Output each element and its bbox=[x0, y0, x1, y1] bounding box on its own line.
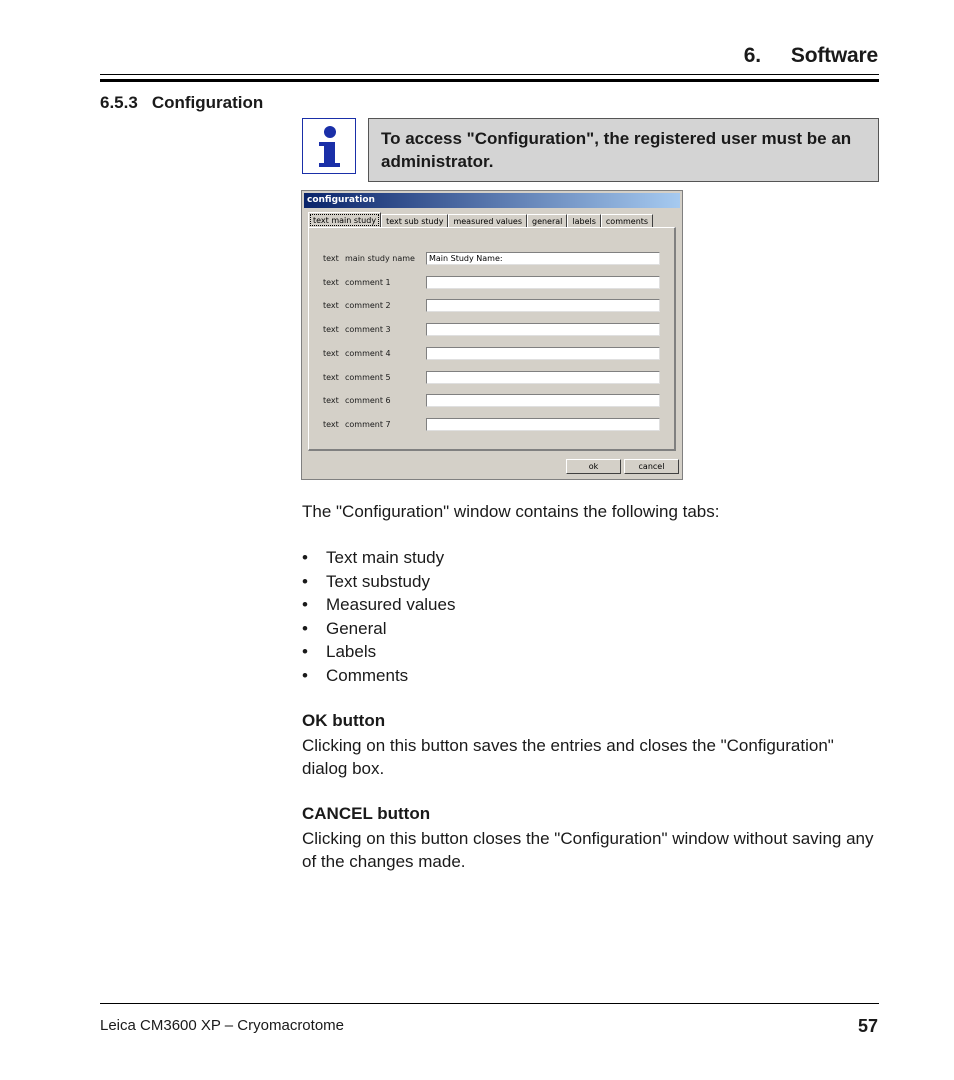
configuration-dialog-screenshot bbox=[301, 190, 683, 480]
bullet-dot: • bbox=[302, 642, 308, 661]
page-number: 57 bbox=[857, 1016, 878, 1036]
chapter-heading bbox=[744, 44, 878, 68]
row-prefix: text bbox=[323, 349, 339, 358]
note-text: To access "Configuration", the registered user must be an administrator. bbox=[381, 129, 852, 171]
chapter-title: Software bbox=[790, 44, 878, 67]
cancel-button-description: Clicking on this button closes the "Configuration" window without saving any of the changes made. bbox=[302, 829, 874, 871]
row-prefix: text bbox=[323, 420, 339, 429]
bullet-dot: • bbox=[302, 548, 308, 567]
row-prefix: text bbox=[323, 373, 339, 382]
info-icon bbox=[302, 118, 356, 174]
comment-2-input[interactable] bbox=[426, 299, 660, 312]
bullet-dot: • bbox=[302, 571, 308, 591]
row-comment-6 bbox=[323, 395, 663, 409]
main-study-name-input[interactable]: Main Study Name: bbox=[426, 252, 660, 265]
list-item-text: Measured values bbox=[326, 595, 456, 614]
list-item-text: Text substudy bbox=[326, 571, 430, 591]
row-comment-3 bbox=[323, 324, 663, 338]
tab-comments[interactable]: comments bbox=[601, 214, 653, 228]
row-label: comment 7 bbox=[345, 420, 391, 429]
comment-3-input[interactable] bbox=[426, 323, 660, 336]
row-prefix: text bbox=[323, 325, 339, 334]
comment-4-input[interactable] bbox=[426, 347, 660, 360]
list-item-text: General bbox=[326, 618, 387, 638]
dialog-titlebar: configuration bbox=[304, 193, 680, 208]
list-item-text: Text main study bbox=[326, 548, 445, 567]
ok-button[interactable]: ok bbox=[566, 459, 621, 474]
row-comment-7 bbox=[323, 419, 663, 433]
cancel-button[interactable]: cancel bbox=[624, 459, 679, 474]
tab-general[interactable]: general bbox=[527, 214, 567, 228]
dialog-tabs bbox=[308, 212, 653, 228]
comment-5-input[interactable] bbox=[426, 371, 660, 384]
intro-paragraph: The "Configuration" window contains the following tabs: bbox=[302, 502, 720, 521]
tab-measured-values[interactable]: measured values bbox=[448, 214, 527, 228]
chapter-number: 6. bbox=[743, 44, 761, 67]
footer-rule bbox=[100, 1003, 879, 1004]
bullet-dot: • bbox=[302, 618, 308, 638]
bullet-dot: • bbox=[302, 595, 308, 614]
row-prefix: text bbox=[323, 254, 339, 263]
row-prefix: text bbox=[323, 278, 339, 287]
row-comment-4 bbox=[323, 348, 663, 362]
row-label: comment 5 bbox=[345, 373, 391, 382]
header-rule-thick bbox=[100, 79, 879, 82]
cancel-button-heading: CANCEL button bbox=[302, 804, 431, 823]
list-item-text: Labels bbox=[326, 642, 377, 661]
row-label: comment 4 bbox=[345, 349, 391, 358]
row-label: comment 3 bbox=[345, 325, 391, 334]
row-label: main study name bbox=[345, 254, 415, 263]
tab-panel bbox=[308, 227, 676, 451]
footer-product: Leica CM3600 XP – Cryomacrotome bbox=[100, 1017, 344, 1034]
section-title: Configuration bbox=[151, 93, 264, 112]
ok-button-description: Clicking on this button saves the entries and closes the "Configuration" dialog box. bbox=[302, 736, 834, 778]
row-label: comment 6 bbox=[345, 396, 391, 405]
list-item-text: Comments bbox=[326, 665, 409, 685]
row-prefix: text bbox=[323, 396, 339, 405]
row-comment-2 bbox=[323, 300, 663, 314]
tab-text-main-study[interactable]: text main study bbox=[308, 212, 381, 228]
section-number: 6.5.3 bbox=[100, 93, 138, 112]
row-comment-1 bbox=[323, 277, 663, 291]
row-main-study-name bbox=[323, 253, 663, 267]
row-label: comment 2 bbox=[345, 301, 391, 310]
section-heading bbox=[100, 93, 263, 113]
comment-6-input[interactable] bbox=[426, 394, 660, 407]
row-prefix: text bbox=[323, 301, 339, 310]
comment-7-input[interactable] bbox=[426, 418, 660, 431]
bullet-dot: • bbox=[302, 665, 308, 685]
header-rule-thin bbox=[100, 74, 879, 75]
comment-1-input[interactable] bbox=[426, 276, 660, 289]
note-box bbox=[368, 118, 879, 182]
tab-text-sub-study[interactable]: text sub study bbox=[381, 214, 448, 228]
tab-labels[interactable]: labels bbox=[567, 214, 601, 228]
row-comment-5 bbox=[323, 372, 663, 386]
ok-button-heading: OK button bbox=[302, 711, 386, 730]
row-label: comment 1 bbox=[345, 278, 391, 287]
